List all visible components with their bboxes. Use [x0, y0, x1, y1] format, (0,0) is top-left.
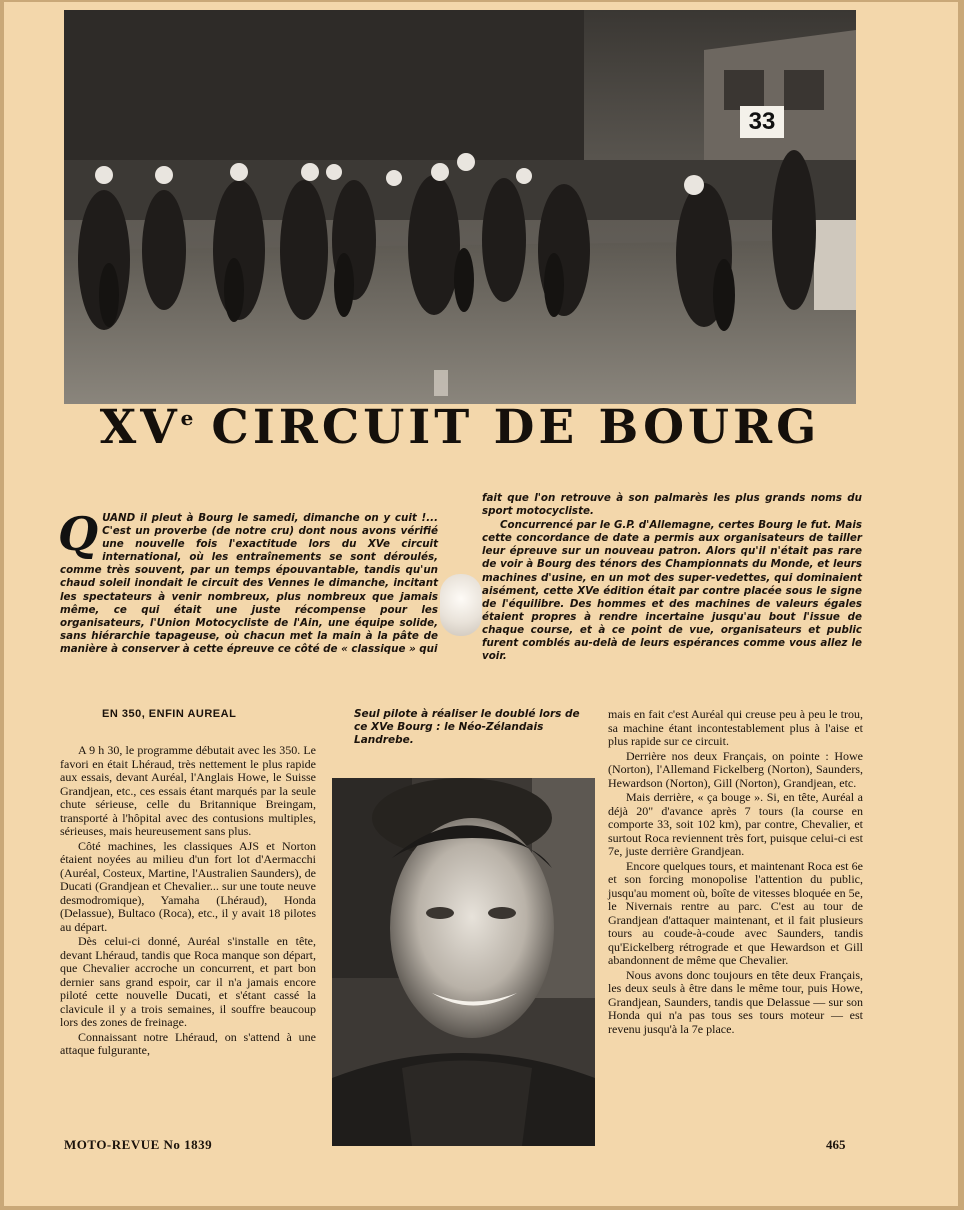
footer-page-number: 465 — [826, 1137, 846, 1152]
body-paragraph: Côté machines, les classiques AJS et Norton étaient noyées au milieu d'un fort lot d'Aermacchi (Auréal, Costeux, Martine, l'Australien Saunders), de Ducati (Grandjean et Chevalier... sur une toute neuve desmodromique), Yamaha (Lhéraud), Honda (Delassue), Bultaco (Roca), etc., il y avait 18 pilotes au départ. — [60, 838, 316, 934]
portrait-illustration — [332, 778, 595, 1146]
intro-lead-word: UAND — [102, 512, 136, 524]
intro-right-paragraph: fait que l'on retrouve à son palmarès les plus grands noms du sport motocycliste. — [482, 492, 862, 518]
intro-right-column — [482, 492, 862, 664]
magazine-page — [4, 2, 958, 1206]
drop-cap: Q — [58, 507, 99, 561]
photo-caption: Seul pilote à réaliser le doublé lors de ce XVe Bourg : le Néo-Zélandais Landrebe. — [354, 708, 580, 746]
intro-left-column — [58, 507, 438, 657]
intro-right-paragraph: Concurrencé par le G.P. d'Allemagne, certes Bourg le fut. Mais cette concordance de date a permis aux organisateurs de tailler leur épreuve sur un nouveau patron. Alors qu'il n'était pas rare de voir à Bourg des ténors des Championnats du Monde, et leurs machines d'usine, en un mot des super-vedettes, qui dominaient aisément, cette XVe édition était par contre placée sous le signe de l'équilibre. Des hommes et des machines de valeurs égales étaient propres à rendre incertaine jusqu'au bout l'issue de chaque course, et à ce point de vue, organisateurs et public furent comblés au-delà de leurs espérances comme vous allez le voir. — [482, 519, 862, 663]
title-superscript: e — [180, 406, 194, 430]
article-title — [64, 400, 856, 455]
title-text: CIRCUIT DE BOURG — [211, 400, 821, 455]
body-paragraph: Encore quelques tours, et maintenant Roca est 6e et son forcing monopolise l'attention du public, jusqu'au moment où, boîte de vitesses bloquée en 5e, le Nivernais rentre au parc. C'est au tour de Grandjean d'attaquer maintenant, et il fait plusieurs tours au coude-à-coude avec Saunders, tandis qu'Eickelberg rétrograde et que Hewardson et Gill abandonnent de même que Chevalier. — [608, 858, 863, 967]
body-paragraph: Connaissant notre Lhéraud, on s'attend à une attaque fulgurante, — [60, 1029, 316, 1057]
portrait-photo-landrebe — [332, 778, 595, 1146]
body-column-right — [608, 708, 863, 1037]
body-paragraph: mais en fait c'est Auréal qui creuse peu à peu le trou, sa machine étant incontestablement plus à l'aise et plus rapide sur ce circuit. — [608, 707, 863, 748]
body-paragraph: Derrière nos deux Français, on pointe : Howe (Norton), l'Allemand Fickelberg (Norton), Saunders, Hewardson (Norton), Gill (Norton), Grandjean, etc. — [608, 748, 863, 790]
intro-left-text: il pleut à Bourg le samedi, dimanche on y cuit !... C'est un proverbe (de notre cru) dont nous avons vérifié une nouvelle fois l'exactitude lors du XVe circuit international, où les entraînements se sont déroulés, comme très souvent, par un temps épouvantable, tandis qu'un chaud soleil inondait le circuit des Vennes le dimanche, incitant les spectateurs à venir nombreux, plus nombreux que jamais même, ce qui était une juste récompense pour les organisateurs, l'Union Motocycliste de l'Ain, une équipe solide, sans hiérarchie tapageuse, où chacun met la main à la pâte de manière à conserver à cette épreuve ce côté de « classique » qui — [60, 512, 438, 655]
body-paragraph: A 9 h 30, le programme débutait avec les 350. Le favori en était Lhéraud, très nettement le plus rapide aux essais, devant Auréal, l'Anglais Howe, le Suisse Grandjean, etc., ces essais étant marqués par la seule chute sérieuse, celle du Britannique Breingam, transporté à l'hôpital avec des contusions multiples, sérieuses, mais heureusement sans plus. — [60, 743, 316, 838]
title-numeral: XV — [99, 400, 181, 455]
body-paragraph: Nous avons donc toujours en tête deux Français, les deux seuls à être dans le même tour, puis Howe, Grandjean, Saunders, tandis que Delassue — sur son Honda qui n'a pas tous ses tours moteur — est revenu jusqu'à la 7e place. — [608, 967, 863, 1036]
hero-photo-race-start — [64, 10, 856, 404]
body-paragraph: Dès celui-ci donné, Auréal s'installe en tête, devant Lhéraud, tandis que Roca manque son départ, que Chevalier accroche un concurrent, et part bon dernier sans grand espoir, car il n'a jamais encore piloté cette nouvelle Ducati, et s'étant cassé la clavicule il y a trois semaines, il souffre beaucoup lors des zones de freinage. — [60, 934, 316, 1029]
section-subheading: EN 350, ENFIN AUREAL — [102, 708, 237, 720]
hero-photo-illustration — [64, 10, 856, 404]
sign-number: 33 — [748, 108, 776, 135]
faded-face-inset — [440, 574, 482, 636]
footer-magazine-issue: MOTO-REVUE No 1839 — [64, 1137, 213, 1152]
body-paragraph: Mais derrière, « ça bouge ». Si, en tête, Auréal a déjà 20" d'avance après 7 tours (la course en comporte 33, soit 102 km), par contre, Chevalier, et surtout Roca reviennent très fort, puisque celui-ci est 7e, juste derrière Grandjean. — [608, 790, 863, 858]
body-column-left — [60, 744, 316, 1059]
